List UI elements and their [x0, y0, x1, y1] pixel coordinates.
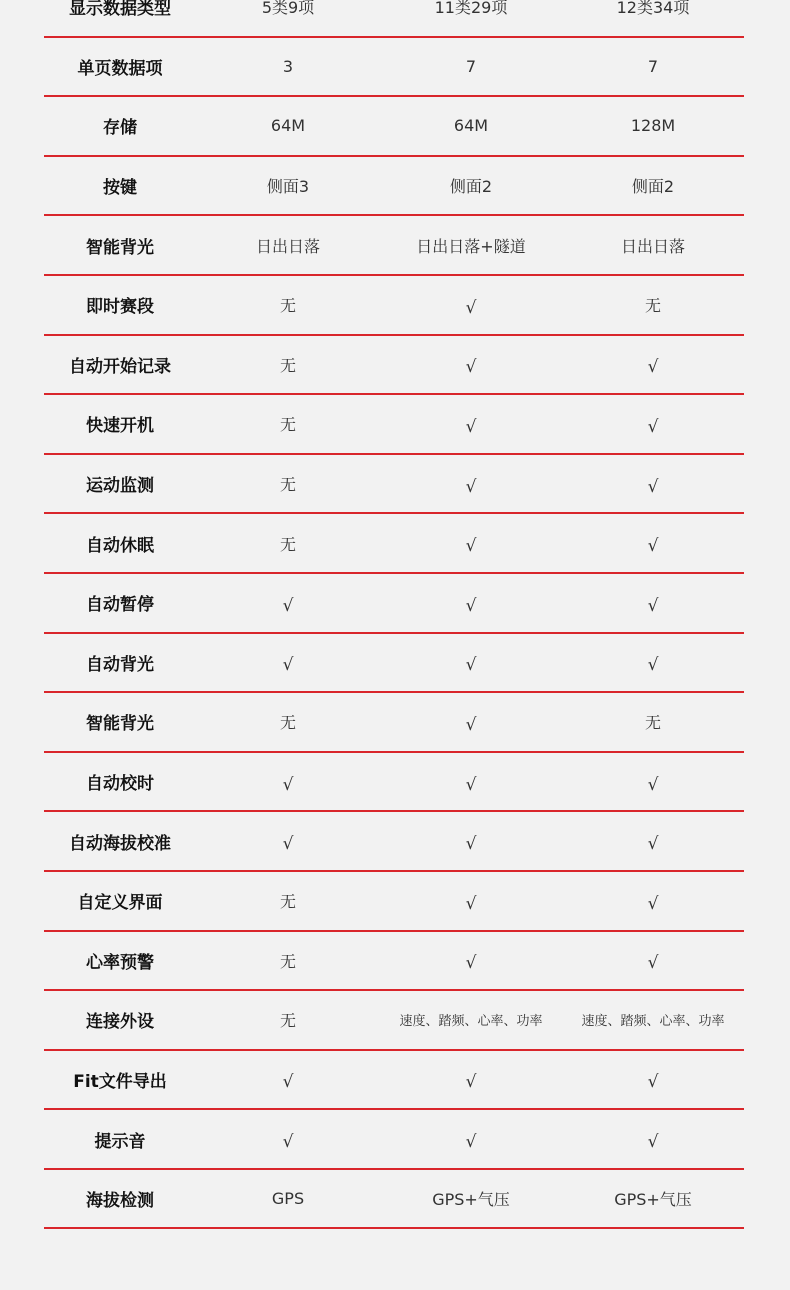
table-cell: 无 — [279, 534, 296, 554]
table-cell: √ — [465, 476, 477, 497]
table-cell: 7 — [647, 56, 659, 76]
table-row — [44, 455, 744, 515]
table-cell: 无 — [279, 1011, 296, 1031]
table-row — [44, 812, 744, 872]
table-cell: √ — [647, 536, 659, 557]
table-cell: 无 — [279, 475, 296, 495]
row-label: 自动海拔校准 — [69, 833, 171, 854]
table-cell: 12类34项 — [616, 0, 690, 18]
row-label: 智能背光 — [86, 237, 154, 258]
table-row — [44, 276, 744, 336]
row-label: 海拔检测 — [86, 1191, 154, 1212]
row-label: 连接外设 — [86, 1012, 154, 1033]
table-row — [44, 97, 744, 157]
table-row — [44, 574, 744, 634]
table-cell: √ — [282, 834, 294, 855]
table-cell: 5类9项 — [261, 0, 315, 18]
table-cell: √ — [465, 953, 477, 974]
table-row — [44, 932, 744, 992]
table-cell: 无 — [279, 713, 296, 733]
table-cell: 侧面2 — [449, 177, 493, 197]
table-cell: √ — [465, 834, 477, 855]
table-cell: √ — [465, 595, 477, 616]
table-cell: 速度、踏频、心率、功率 — [581, 1014, 725, 1030]
table-cell: √ — [282, 774, 294, 795]
row-label: 自动暂停 — [86, 595, 154, 616]
table-cell: 速度、踏频、心率、功率 — [399, 1014, 543, 1030]
row-label: 自定义界面 — [77, 893, 163, 914]
table-row — [44, 634, 744, 694]
row-label: 心率预警 — [86, 952, 154, 973]
row-label: 运动监测 — [86, 476, 154, 497]
row-label: 存储 — [103, 118, 137, 139]
table-cell: 日出日落 — [255, 236, 320, 256]
table-cell: √ — [647, 1072, 659, 1093]
table-cell: √ — [465, 893, 477, 914]
table-row — [44, 872, 744, 932]
table-cell: 侧面3 — [266, 177, 310, 197]
table-cell: √ — [282, 1132, 294, 1153]
table-cell: GPS+气压 — [432, 1190, 510, 1210]
table-row — [44, 0, 744, 38]
table-cell: 11类29项 — [434, 0, 508, 18]
table-row — [44, 693, 744, 753]
table-cell: √ — [647, 953, 659, 974]
table-cell: 无 — [279, 355, 296, 375]
row-label: 自动开始记录 — [69, 356, 171, 377]
table-cell: √ — [647, 655, 659, 676]
table-cell: √ — [282, 1072, 294, 1093]
table-cell: √ — [465, 774, 477, 795]
comparison-table — [44, 0, 744, 1229]
table-cell: 64M — [270, 116, 306, 136]
table-cell: √ — [465, 536, 477, 557]
table-cell: 无 — [279, 415, 296, 435]
table-cell: √ — [647, 893, 659, 914]
row-label: 自动校时 — [86, 774, 154, 795]
table-row — [44, 1170, 744, 1230]
table-cell: 侧面2 — [631, 177, 675, 197]
table-cell: √ — [647, 595, 659, 616]
table-cell: √ — [647, 1132, 659, 1153]
table-row — [44, 514, 744, 574]
row-label: Fit文件导出 — [73, 1071, 167, 1092]
table-cell: √ — [465, 297, 477, 318]
table-row — [44, 991, 744, 1051]
table-cell: GPS — [271, 1189, 305, 1209]
row-label: 显示数据类型 — [69, 0, 171, 20]
table-cell: 64M — [453, 116, 489, 136]
table-cell: √ — [282, 655, 294, 676]
table-cell: GPS+气压 — [614, 1190, 692, 1210]
row-label: 即时赛段 — [86, 297, 154, 318]
table-cell: 7 — [465, 56, 477, 76]
table-row — [44, 395, 744, 455]
table-row — [44, 1110, 744, 1170]
table-cell: 无 — [279, 296, 296, 316]
table-row — [44, 38, 744, 98]
table-cell: √ — [647, 416, 659, 437]
row-label: 提示音 — [94, 1131, 146, 1152]
row-label: 按键 — [103, 178, 137, 199]
table-cell: √ — [465, 357, 477, 378]
table-cell: √ — [465, 714, 477, 735]
table-cell: √ — [465, 1132, 477, 1153]
table-cell: √ — [465, 655, 477, 676]
table-cell: √ — [647, 834, 659, 855]
table-row — [44, 1051, 744, 1111]
table-cell: 无 — [644, 296, 661, 316]
row-label: 快速开机 — [86, 416, 154, 437]
table-cell: √ — [465, 416, 477, 437]
table-row — [44, 336, 744, 396]
row-label: 单页数据项 — [77, 58, 163, 79]
row-label: 自动休眠 — [86, 535, 154, 556]
table-cell: 3 — [282, 56, 294, 76]
table-cell: 128M — [630, 116, 676, 136]
table-cell: 日出日落 — [620, 236, 685, 256]
table-cell: 无 — [279, 951, 296, 971]
table-cell: √ — [647, 774, 659, 795]
row-label: 自动背光 — [86, 654, 154, 675]
table-cell: 无 — [644, 713, 661, 733]
table-cell: 无 — [279, 892, 296, 912]
row-label: 智能背光 — [86, 714, 154, 735]
table-row — [44, 157, 744, 217]
table-row — [44, 216, 744, 276]
table-cell: √ — [465, 1072, 477, 1093]
table-cell: √ — [647, 357, 659, 378]
table-cell: 日出日落+隧道 — [416, 236, 526, 256]
table-cell: √ — [647, 476, 659, 497]
table-cell: √ — [282, 595, 294, 616]
table-row — [44, 753, 744, 813]
